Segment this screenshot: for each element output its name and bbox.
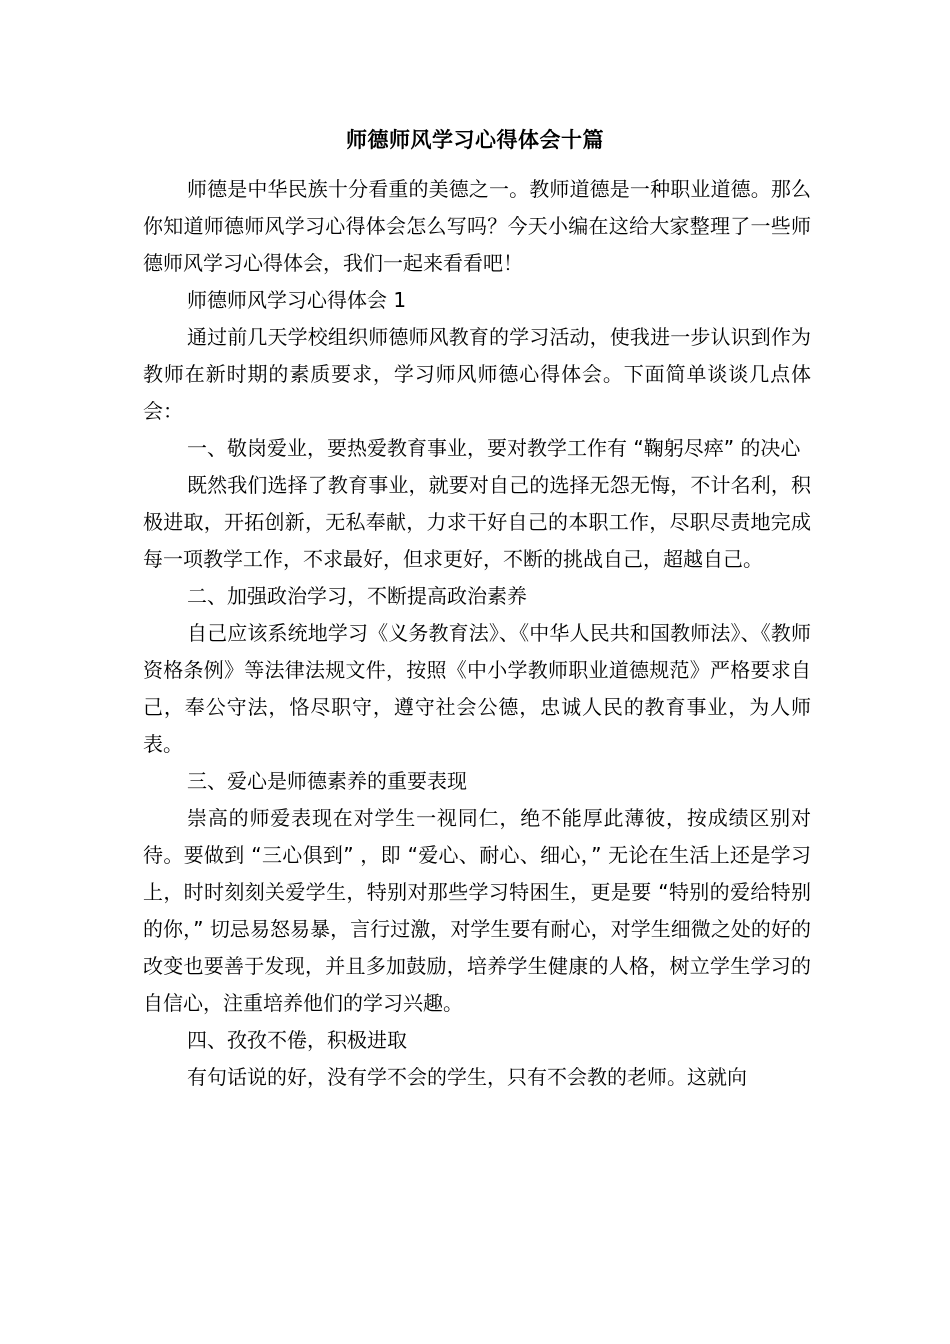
body-paragraph: 既然我们选择了教育事业，就要对自己的选择无怨无悔，不计名利，积极进取，开拓创新，无私奉献，力求干好自己的本职工作，尽职尽责地完成每一项教学工作，不求最好，但求更好，不断的挑战自己，超越自己。 xyxy=(143,473,811,571)
point-heading: 一、敬岗爱业，要热爱教育事业，要对教学工作有 “鞠躬尽瘁” 的决心 xyxy=(187,436,801,460)
point-heading: 三、爱心是师德素养的重要表现 xyxy=(187,769,467,793)
body-paragraph: 通过前几天学校组织师德师风教育的学习活动，使我进一步认识到作为教师在新时期的素质要求，学习师风师德心得体会。下面简单谈谈几点体会： xyxy=(143,325,811,423)
intro-paragraph: 师德是中华民族十分看重的美德之一。教师道德是一种职业道德。那么你知道师德师风学习心得体会怎么写吗？今天小编在这给大家整理了一些师德师风学习心得体会，我们一起来看看吧！ xyxy=(143,177,811,275)
document-body xyxy=(143,171,811,1096)
point-heading: 四、孜孜不倦，积极进取 xyxy=(187,1028,407,1052)
document-title: 师德师风学习心得体会十篇 xyxy=(346,128,604,153)
section-heading: 师德师风学习心得体会 1 xyxy=(187,288,407,312)
body-paragraph: 崇高的师爱表现在对学生一视同仁，绝不能厚此薄彼，按成绩区别对待。要做到 “三心俱到” ，即 “爱心、耐心、细心，” 无论在生活上还是学习上，时时刻刻关爱学生，特别对那些学习特困生，更是要 “特别的爱给特别的你，” 切忌易怒易暴，言行过激，对学生要有耐心，对学生细微之处的好的改变也要善于发现，并且多加鼓励，培养学生健康的人格，树立学生学习的自信心，注重培养他们的学习兴趣。 xyxy=(143,806,811,1015)
point-heading: 二、加强政治学习，不断提高政治素养 xyxy=(187,584,527,608)
body-paragraph: 自己应该系统地学习《义务教育法》、《中华人民共和国教师法》、《教师资格条例》等法律法规文件，按照《中小学教师职业道德规范》严格要求自己，奉公守法，恪尽职守，遵守社会公德，忠诚人民的教育事业，为人师表。 xyxy=(143,621,811,756)
body-paragraph: 有句话说的好，没有学不会的学生，只有不会教的老师。这就向 xyxy=(187,1065,747,1089)
